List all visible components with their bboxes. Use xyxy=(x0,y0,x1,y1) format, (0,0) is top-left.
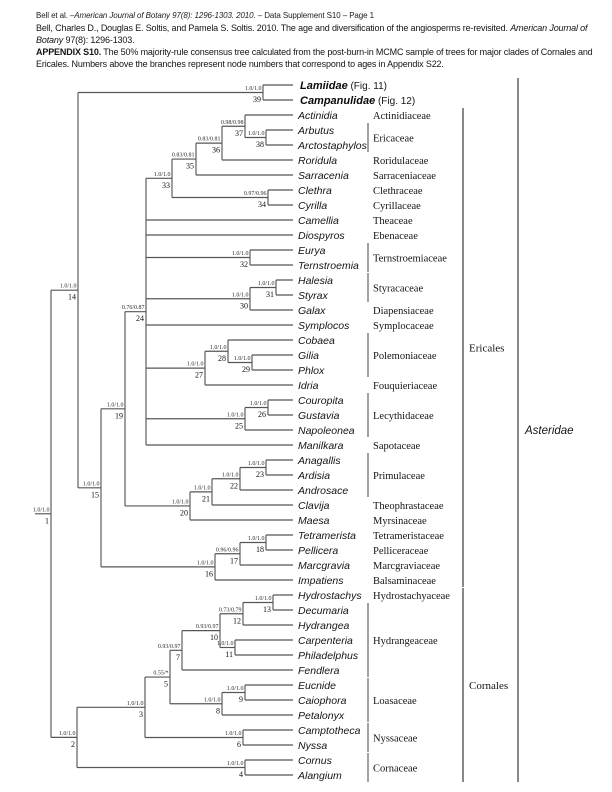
support-value: 1.0/1.0 xyxy=(32,507,50,514)
family-label: Polemoniaceae xyxy=(373,350,437,362)
taxon-label: Decumaria xyxy=(298,605,349,617)
taxon-label: Cornus xyxy=(298,755,332,767)
taxon-label: Alangium xyxy=(298,770,342,782)
citation-journal: American Journal of Botany xyxy=(36,23,588,45)
node-number: 23 xyxy=(256,470,264,479)
node-number: 30 xyxy=(240,301,248,311)
family-label: Lecythidaceae xyxy=(373,410,434,422)
support-value: 1.0/1.0 xyxy=(186,361,204,368)
node-number: 11 xyxy=(225,650,233,659)
node-number: 4 xyxy=(239,770,243,779)
node-number: 34 xyxy=(258,200,266,209)
support-value: 1.0/1.0 xyxy=(226,761,244,767)
support-value: 1.0/1.0 xyxy=(233,356,251,362)
family-label: Loasaceae xyxy=(373,695,417,707)
taxon-label: Sarracenia xyxy=(298,170,349,182)
taxon-label: Maesa xyxy=(298,515,330,527)
family-label: Sapotaceae xyxy=(373,440,421,452)
support-value: 0.83/0.81 xyxy=(171,152,195,159)
node-number: 18 xyxy=(256,545,264,554)
family-label: Ebenaceae xyxy=(373,230,418,242)
support-value: 0.55/* xyxy=(153,670,169,677)
support-value: 1.0/1.0 xyxy=(221,472,239,479)
support-value: 1.0/1.0 xyxy=(231,251,249,257)
taxon-label: Impatiens xyxy=(298,575,344,587)
support-value: 0.73/0.79 xyxy=(218,607,242,614)
taxon-label: Camellia xyxy=(298,215,339,227)
node-number: 2 xyxy=(71,739,75,749)
taxon-label: Ternstroemia xyxy=(298,260,359,272)
support-value: 1.0/1.0 xyxy=(58,730,76,737)
family-label: Myrsinaceae xyxy=(373,515,427,527)
node-number: 22 xyxy=(230,481,238,491)
family-label: Hydrangeaceae xyxy=(373,635,438,647)
node-number: 20 xyxy=(180,508,188,518)
taxon-label: Manilkara xyxy=(298,440,344,452)
node-number: 13 xyxy=(263,605,271,614)
taxon-label: Eurya xyxy=(298,245,326,257)
family-label: Diapensiaceae xyxy=(373,305,434,317)
taxon-label: Eucnide xyxy=(298,680,336,692)
taxon-label: Actinidia xyxy=(298,110,338,122)
family-label: Clethraceae xyxy=(373,185,423,197)
node-number: 12 xyxy=(233,616,241,626)
family-label: Fouquieriaceae xyxy=(373,380,438,392)
node-number: 17 xyxy=(230,556,238,566)
taxon-label: Clavija xyxy=(298,500,330,512)
support-value: 1.0/1.0 xyxy=(59,283,77,290)
order-label: Cornales xyxy=(469,680,509,692)
taxon-label: Philadelphus xyxy=(298,650,359,662)
taxon-label: Marcgravia xyxy=(298,560,350,572)
taxon-label: Carpenteria xyxy=(298,635,353,647)
node-number: 31 xyxy=(266,290,274,299)
support-value: 1.0/1.0 xyxy=(203,697,221,704)
taxon-label: Couropita xyxy=(298,395,344,407)
taxon-label: Cyrilla xyxy=(298,200,328,212)
clade-label: Asteridae xyxy=(525,425,574,437)
taxon-label: Gilia xyxy=(298,350,320,362)
support-value: 1.0/1.0 xyxy=(153,171,171,178)
appendix-text: The 50% majority-rule consensus tree calculated from the post-burn-in MCMC sample of trees for major clades of Cornales and Ericales. Numbers above the branches represent node numbers that correspond to ages in Appendix S22. xyxy=(36,46,593,69)
family-label: Roridulaceae xyxy=(373,155,429,167)
family-label: Marcgraviaceae xyxy=(373,560,441,572)
node-number: 1 xyxy=(45,516,49,526)
citation-text: Bell, Charles D., Douglas E. Soltis, and Pamela S. Soltis. 2010. The age and diversification of the angiosperms re-revisited. xyxy=(36,23,511,33)
support-value: 1.0/1.0 xyxy=(247,536,265,542)
node-number: 27 xyxy=(195,370,203,380)
family-label: Symplocaceae xyxy=(373,320,434,332)
family-label: Styracaceae xyxy=(373,283,424,295)
node-number: 19 xyxy=(115,411,123,421)
support-value: 1.0/1.0 xyxy=(171,499,189,506)
taxon-label: Styrax xyxy=(298,290,328,302)
taxon-label: Pellicera xyxy=(298,545,339,557)
family-label: Tetrameristaceae xyxy=(373,530,444,542)
taxon-label: Clethra xyxy=(298,185,332,197)
node-number: 7 xyxy=(176,652,180,662)
taxon-label: Arbutus xyxy=(298,125,335,137)
node-number: 37 xyxy=(235,128,243,138)
family-label: Balsaminaceae xyxy=(373,575,436,587)
support-value: 0.83/0.81 xyxy=(197,136,221,143)
family-label: Theophrastaceae xyxy=(373,500,444,512)
taxon-label: Petalonyx xyxy=(298,710,345,722)
taxon-label: Symplocos xyxy=(298,320,350,332)
family-label: Sarraceniaceae xyxy=(373,170,436,182)
support-value: 1.0/1.0 xyxy=(244,86,262,92)
taxon-label: Fendlera xyxy=(298,665,340,677)
taxon-label: Roridula xyxy=(298,155,338,167)
node-number: 3 xyxy=(139,709,143,719)
family-label: Ternstroemiaceae xyxy=(373,253,447,265)
support-value: 0.76/0.87 xyxy=(121,305,145,312)
taxon-label: Caiophora xyxy=(298,695,347,707)
node-number: 9 xyxy=(239,695,243,704)
node-number: 25 xyxy=(235,421,243,431)
node-number: 10 xyxy=(210,633,218,643)
support-value: 1.0/1.0 xyxy=(209,344,227,351)
support-value: 1.0/1.0 xyxy=(254,596,272,602)
support-value: 1.0/1.0 xyxy=(247,461,265,467)
node-number: 35 xyxy=(186,161,194,171)
node-number: 21 xyxy=(202,494,210,504)
taxon-label: Anagallis xyxy=(298,455,341,467)
node-number: 14 xyxy=(68,292,76,302)
node-number: 33 xyxy=(162,180,170,190)
family-label: Nyssaceae xyxy=(373,733,418,745)
support-value: 1.0/1.0 xyxy=(193,485,211,492)
appendix-label: APPENDIX S10. xyxy=(36,46,102,57)
support-value: 1.0/1.0 xyxy=(257,281,275,287)
taxon-label: Arctostaphylos xyxy=(298,140,367,152)
node-number: 15 xyxy=(91,490,99,500)
node-number: 39 xyxy=(253,95,261,104)
running-head-supplement: – Data Supplement S10 – Page 1 xyxy=(255,11,374,20)
taxon-label: Nyssa xyxy=(298,740,328,752)
support-value: 1.0/1.0 xyxy=(249,401,267,407)
node-number: 36 xyxy=(212,145,220,155)
node-number: 28 xyxy=(218,353,226,363)
support-value: 1.0/1.0 xyxy=(82,481,100,488)
support-value: 0.98/0.98 xyxy=(220,119,244,126)
taxon-label: Androsace xyxy=(298,485,349,497)
support-value: 1.0/1.0 xyxy=(231,292,249,299)
support-value: 1.0/1.0 xyxy=(226,412,244,419)
support-value: 1.0/1.0 xyxy=(226,686,244,692)
support-value: 1.0/1.0 xyxy=(216,641,234,647)
support-value: 1.0/1.0 xyxy=(196,560,214,567)
taxon-label: Hydrostachys xyxy=(298,590,362,602)
support-value: 0.93/0.97 xyxy=(157,643,181,650)
family-label: Hydrostachyaceae xyxy=(373,590,450,602)
node-number: 5 xyxy=(164,679,168,689)
node-number: 26 xyxy=(258,410,266,419)
node-number: 6 xyxy=(237,740,241,749)
node-number: 8 xyxy=(216,706,220,716)
taxon-label: Galax xyxy=(298,305,326,317)
support-value: 0.97/0.96 xyxy=(243,191,267,197)
family-label: Cornaceae xyxy=(373,763,418,775)
family-label: Actinidiaceae xyxy=(373,110,431,122)
taxon-label: Gustavia xyxy=(298,410,340,422)
support-value: 1.0/1.0 xyxy=(106,402,124,409)
family-label: Cyrillaceae xyxy=(373,200,421,212)
family-label: Theaceae xyxy=(373,215,413,227)
taxon-label: Phlox xyxy=(298,365,325,377)
support-value: 1.0/1.0 xyxy=(126,700,144,707)
family-label: Primulaceae xyxy=(373,470,425,482)
taxon-label: Cobaea xyxy=(298,335,335,347)
taxon-label: Ardisia xyxy=(298,470,331,482)
taxon-label: Camptotheca xyxy=(298,725,361,737)
taxon-label: Campanulidae (Fig. 12) xyxy=(300,95,416,107)
support-value: 1.0/1.0 xyxy=(247,131,265,137)
taxon-label: Diospyros xyxy=(298,230,345,242)
taxon-label: Tetramerista xyxy=(298,530,356,542)
running-head-journal: American Journal of Botany 97(8): 1296-1303. 2010. xyxy=(74,11,256,20)
support-value: 0.96/0.96 xyxy=(215,547,239,554)
support-value: 0.93/0.97 xyxy=(195,624,219,631)
taxon-label: Lamiidae (Fig. 11) xyxy=(300,80,387,92)
family-label: Ericaceae xyxy=(373,133,414,145)
node-number: 38 xyxy=(256,140,264,149)
taxon-label: Idria xyxy=(298,380,319,392)
taxon-label: Hydrangea xyxy=(298,620,350,632)
node-number: 32 xyxy=(240,260,248,269)
family-label: Pelliceraceae xyxy=(373,545,429,557)
node-number: 29 xyxy=(242,365,250,374)
taxon-label: Napoleonea xyxy=(298,425,355,437)
citation-pages: 97(8): 1296-1303. xyxy=(63,34,135,45)
running-head-authors: Bell et al. – xyxy=(36,11,75,20)
support-value: 1.0/1.0 xyxy=(224,731,242,737)
order-label: Ericales xyxy=(469,342,505,355)
node-number: 16 xyxy=(205,569,213,579)
taxon-label: Halesia xyxy=(298,275,334,287)
node-number: 24 xyxy=(136,314,144,324)
